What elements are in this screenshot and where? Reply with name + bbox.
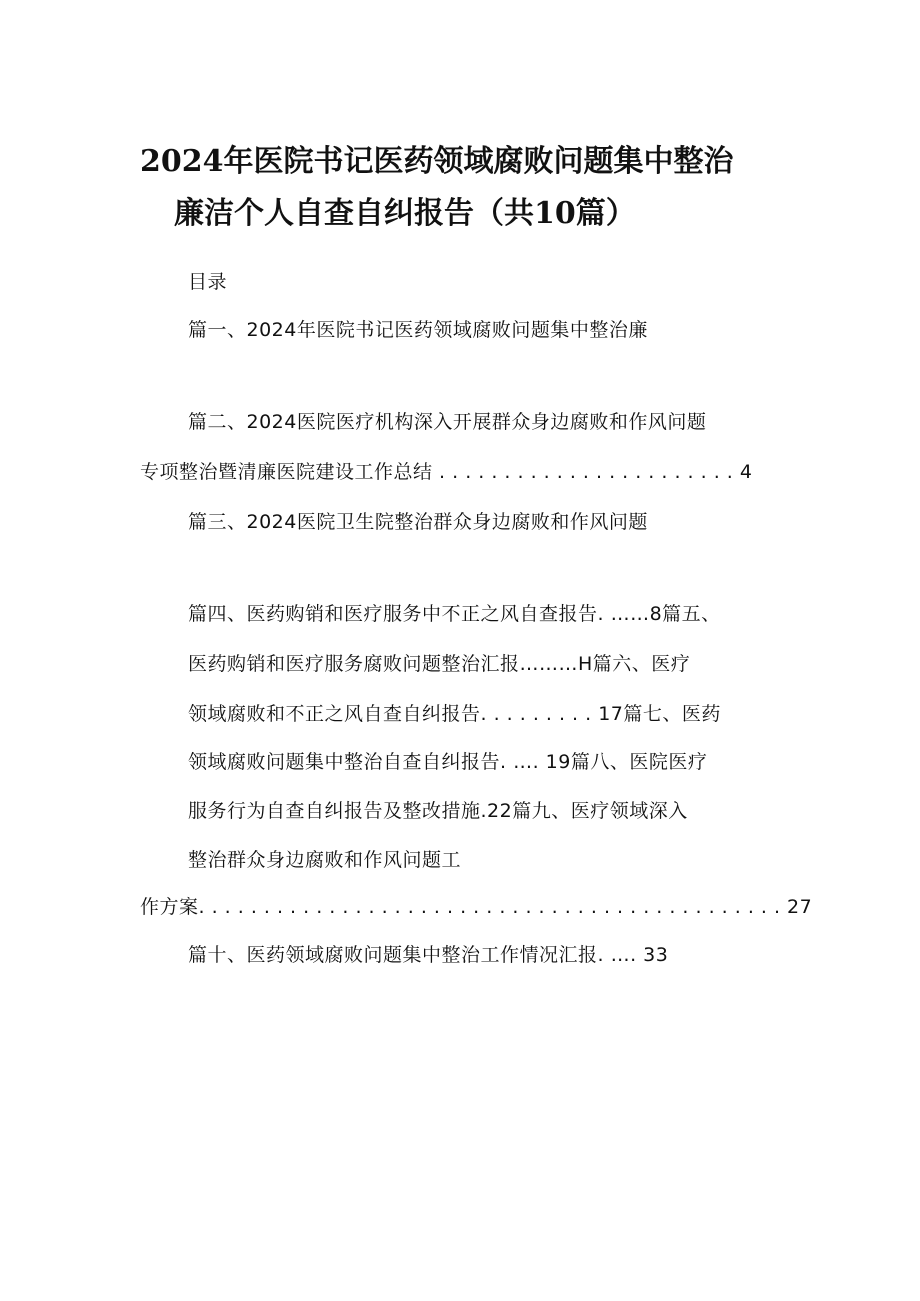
toc-entry-10: 篇十、医药领域腐败问题集中整治工作情况汇报. …. 33 (188, 944, 669, 966)
document-title-line1: 2024年医院书记医药领域腐败问题集中整治 (140, 144, 734, 179)
toc-entry-7-line: 领域腐败问题集中整治自查自纠报告. …. 19篇八、医院医疗 (188, 751, 708, 773)
toc-entry-9-continued: 作方案. . . . . . . . . . . . . . . . . . . . . . . . . . . . . . . . . . . . . . . . . . . . . 27 (140, 896, 813, 918)
toc-entry-3: 篇三、2024医院卫生院整治群众身边腐败和作风问题 (188, 511, 648, 533)
toc-entry-2: 篇二、2024医院医疗机构深入开展群众身边腐败和作风问题 (188, 411, 707, 433)
toc-entry-5-line: 医药购销和医疗服务腐败问题整治汇报………H篇六、医疗 (188, 653, 691, 675)
toc-heading: 目录 (188, 271, 228, 293)
toc-entry-1: 篇一、2024年医院书记医药领域腐败问题集中整治廉 (188, 319, 648, 341)
toc-entry-9-line: 整治群众身边腐败和作风问题工 (188, 849, 462, 871)
document-title-line2: 廉洁个人自查自纠报告（共10篇） (174, 196, 636, 231)
toc-entry-2-continued: 专项整治暨清廉医院建设工作总结 . . . . . . . . . . . . . . . . . . . . . . . 4 (140, 461, 753, 483)
toc-entry-6-line: 领域腐败和不正之风自查自纠报告. . . . . . . . . 17篇七、医药 (188, 703, 721, 725)
toc-entry-8-line: 服务行为自查自纠报告及整改措施.22篇九、医疗领域深入 (188, 800, 688, 822)
toc-entry-4-line: 篇四、医药购销和医疗服务中不正之风自查报告. ……8篇五、 (188, 603, 721, 625)
